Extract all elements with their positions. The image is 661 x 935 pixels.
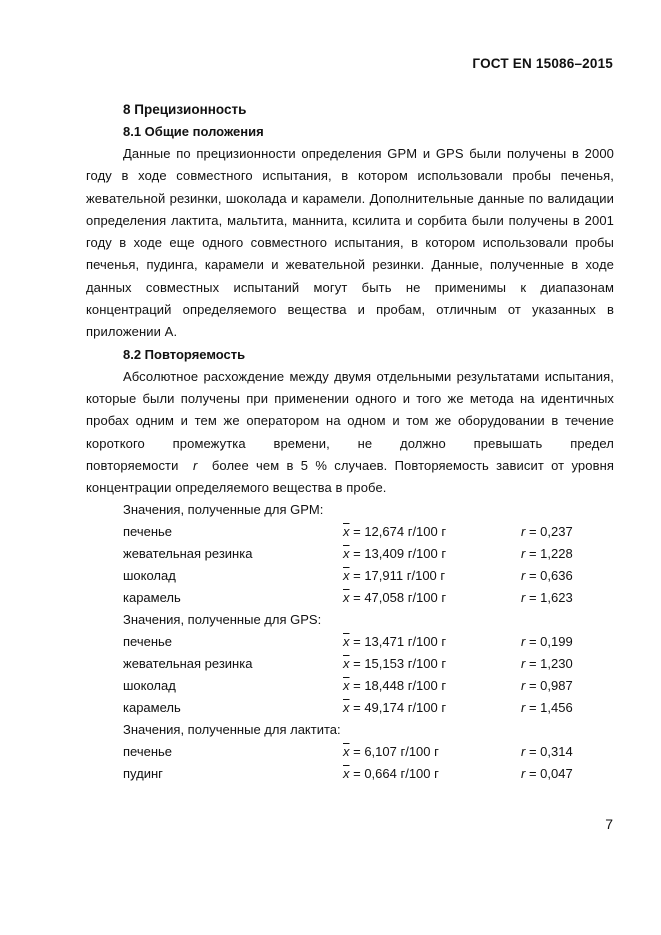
mean-symbol: $\overline{x}$ <box>343 524 350 540</box>
r-number: = 1,230 <box>528 656 573 672</box>
page-number: 7 <box>605 816 613 832</box>
r-symbol: r <box>521 590 526 606</box>
result-row <box>86 763 614 785</box>
r-symbol: r <box>521 766 526 782</box>
r-symbol: r <box>521 634 526 650</box>
repeatability-value <box>521 565 573 587</box>
repeatability-value <box>521 631 573 653</box>
mean-number: = 13,471 г/100 г <box>353 634 447 650</box>
result-row <box>86 521 614 543</box>
mean-value <box>343 521 446 543</box>
mean-value <box>343 631 446 653</box>
mean-number: = 17,911 г/100 г <box>353 568 446 584</box>
mean-value <box>343 763 439 785</box>
mean-value <box>343 543 446 565</box>
r-symbol: r <box>521 546 526 562</box>
mean-value <box>343 675 446 697</box>
r-symbol: r <box>521 744 526 760</box>
mean-symbol: $\overline{x}$ <box>343 744 350 760</box>
group-title: Значения, полученные для лактита: <box>123 722 341 738</box>
subsection-repeatability-title: 8.2 Повторяемость <box>123 346 246 362</box>
sample-name: карамель <box>123 590 181 606</box>
repeatability-value <box>521 543 573 565</box>
mean-number: = 13,409 г/100 г <box>353 546 447 562</box>
mean-value <box>343 741 439 763</box>
mean-value <box>343 697 446 719</box>
r-number: = 0,199 <box>528 634 573 650</box>
mean-value <box>343 653 446 675</box>
r-number: = 0,237 <box>528 524 573 540</box>
r-number: = 0,987 <box>528 678 573 694</box>
mean-number: = 18,448 г/100 г <box>353 678 447 694</box>
r-number: = 1,228 <box>528 546 573 562</box>
mean-value <box>343 565 445 587</box>
results-groups <box>86 499 614 785</box>
group-title: Значения, полученные для GPS: <box>123 612 322 628</box>
r-number: = 1,456 <box>528 700 573 716</box>
sample-name: шоколад <box>123 568 176 584</box>
mean-symbol: $\overline{x}$ <box>343 766 350 782</box>
mean-symbol: $\overline{x}$ <box>343 634 350 650</box>
r-symbol: r <box>521 568 526 584</box>
repeatability-text-after: более чем в 5 % случаев. Повторяемость зависит от уровня концентрации определяемого вещества в пробе. <box>86 457 614 496</box>
mean-symbol: $\overline{x}$ <box>343 656 350 672</box>
result-row <box>86 543 614 565</box>
sample-name: жевательная резинка <box>123 656 253 672</box>
mean-symbol: $\overline{x}$ <box>343 546 350 562</box>
result-row <box>86 741 614 763</box>
mean-number: = 47,058 г/100 г <box>353 590 447 606</box>
r-number: = 0,314 <box>528 744 573 760</box>
sample-name: печенье <box>123 524 173 540</box>
group-title: Значения, полученные для GPM: <box>123 502 324 518</box>
subsection-general-title: 8.1 Общие положения <box>123 124 264 139</box>
r-number: = 0,636 <box>528 568 573 584</box>
mean-symbol: $\overline{x}$ <box>343 678 350 694</box>
result-row <box>86 653 614 675</box>
repeatability-value <box>521 697 573 719</box>
repeatability-value <box>521 653 573 675</box>
r-symbol: r <box>521 678 526 694</box>
result-row <box>86 587 614 609</box>
repeatability-value <box>521 741 573 763</box>
r-symbol: r <box>521 656 526 672</box>
document-code: ГОСТ EN 15086–2015 <box>472 56 613 71</box>
mean-number: = 0,664 г/100 г <box>353 766 439 782</box>
r-symbol: r <box>521 700 526 716</box>
result-row <box>86 565 614 587</box>
general-paragraph: Данные по прецизионности определения GPM и GPS были получены в 2000 году в ходе совместного испытания, в котором использовали пробы печенья, жевательной резинки, шоколада и карамели. Дополнительные данные по валидации определения лактита, мальтита, маннита, ксилита и сорбита были получены в 2001 году в ходе еще одного совместного испытания, в котором использовали пробы печенья, пудинга, карамели и жевательной резинки. Данные, полученные в ходе данных совместных испытаний могут быть не применимы к диапазонам концентраций определяемого вещества и пробам, отличным от указанных в приложении А. <box>86 146 614 340</box>
mean-number: = 12,674 г/100 г <box>353 524 447 540</box>
result-row <box>86 631 614 653</box>
r-symbol: r <box>521 524 526 540</box>
repeatability-text-before: Абсолютное расхождение между двумя отдельными результатами испытания, которые были получены при применении одного и того же метода на идентичных пробах одним и тем же оператором на одном и том же оборудовании в течение короткого промежутка времени, не должно превышать предел повторяемости <box>86 368 614 473</box>
sample-name: жевательная резинка <box>123 546 253 562</box>
repeatability-value <box>521 763 573 785</box>
r-number: = 0,047 <box>528 766 573 782</box>
repeatability-value <box>521 675 573 697</box>
sample-name: пудинг <box>123 766 163 782</box>
mean-number: = 49,174 г/100 г <box>353 700 447 716</box>
mean-value <box>343 587 446 609</box>
section-title: 8 Прецизионность <box>123 102 247 117</box>
r-number: = 1,623 <box>528 590 573 606</box>
repeatability-value <box>521 521 573 543</box>
result-row <box>86 697 614 719</box>
mean-number: = 15,153 г/100 г <box>353 656 447 672</box>
mean-number: = 6,107 г/100 г <box>353 744 439 760</box>
mean-symbol: $\overline{x}$ <box>343 700 350 716</box>
repeatability-value <box>521 587 573 609</box>
repeatability-paragraph <box>86 366 614 500</box>
mean-symbol: $\overline{x}$ <box>343 590 350 606</box>
sample-name: шоколад <box>123 678 176 694</box>
sample-name: печенье <box>123 634 173 650</box>
sample-name: печенье <box>123 744 173 760</box>
sample-name: карамель <box>123 700 181 716</box>
repeatability-symbol: r <box>192 457 198 473</box>
mean-symbol: $\overline{x}$ <box>343 568 350 584</box>
page-content <box>86 99 614 785</box>
result-row <box>86 675 614 697</box>
